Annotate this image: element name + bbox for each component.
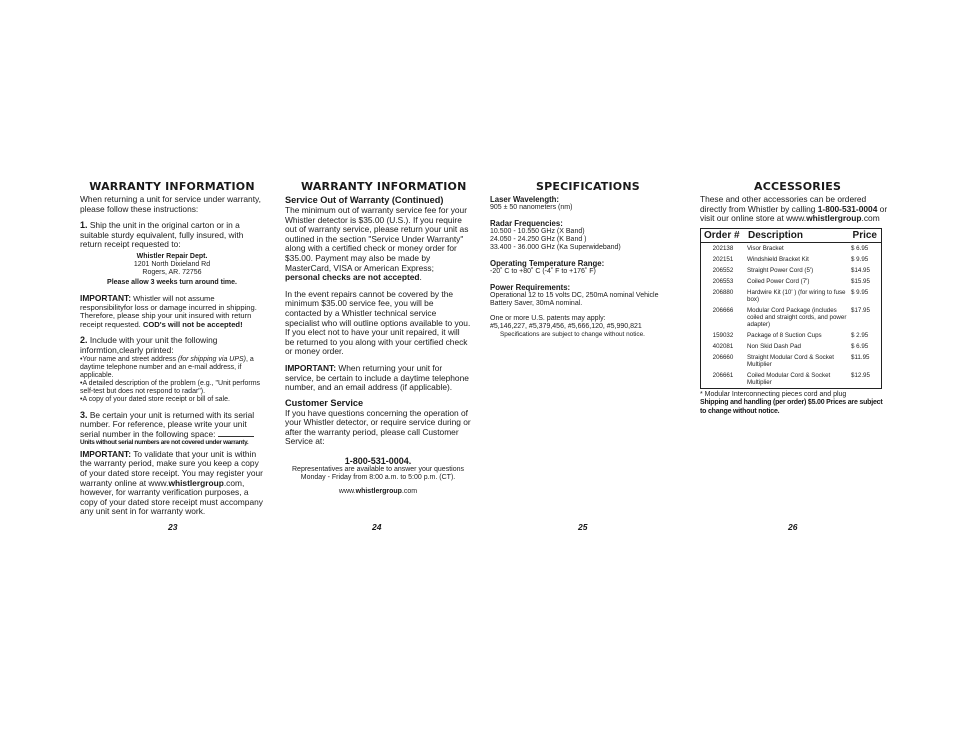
item-price: $12.95: [851, 371, 870, 379]
step-1: [80, 221, 264, 250]
web-prefix: www.: [338, 488, 356, 496]
intro-text: When returning a unit for service under warranty, please follow these instructions:: [80, 194, 261, 214]
customer-service-title: Customer Service: [285, 397, 364, 408]
item-price: $ 6.95: [851, 244, 869, 252]
order-code: 202151: [712, 255, 734, 263]
important-text: When returning your unit for service, be certain to include a daytime telephone number, and an email address (if applicable).: [285, 362, 469, 393]
checks-not-accepted: personal checks are not accepted: [285, 272, 420, 283]
radar-title: Radar Frequencies:: [490, 219, 563, 228]
table-row: [701, 352, 882, 370]
out-of-warranty-fee: [285, 206, 471, 283]
step-text: Be certain your unit is returned with its serial number. For reference, please write your unit serial number in the following space:: [80, 409, 255, 439]
item-description: Coiled Power Cord (7'): [747, 277, 810, 285]
radar-x-band: 10.500 - 10.550 GHz (X Band): [490, 228, 585, 235]
item-price: $17.95: [851, 306, 870, 314]
repair-dept-name: Whistler Repair Dept.: [136, 252, 208, 260]
important-validation: [80, 450, 264, 517]
important-text: .com, however, for warranty verification purposes, a copy of your dated store receipt must accompany any unit sent in for warranty work.: [80, 477, 263, 517]
serial-warning: Units without serial numbers are not covered under warranty.: [80, 439, 249, 447]
web-suffix: .com: [861, 213, 880, 224]
repair-street: 1201 North Dixieland Rd: [133, 260, 211, 268]
important-label: IMPORTANT:: [285, 362, 337, 373]
repair-contact-text: In the event repairs cannot be covered by the minimum $35.00 service fee, you will be contacted by a Whistler technical service specialist who will outline options available to you. If you elect not to have your unit repaired, it will be returned to you along with your certified check or money order.: [285, 288, 471, 357]
important-shipping: [80, 294, 264, 329]
table-row: [701, 265, 882, 276]
header-price: Price: [849, 228, 882, 242]
page-title: WARRANTY INFORMATION: [301, 180, 467, 193]
website-name: whistlergroup: [168, 477, 224, 488]
hours-line-1: Representatives are available to answer your questions: [292, 466, 464, 474]
table-row: [701, 370, 882, 389]
customer-service-phone: 1-800-531-0004.: [344, 456, 412, 467]
temp-title: Operating Temperature Range:: [490, 259, 605, 268]
item-description: Package of 8 Suction Cups: [747, 331, 822, 339]
page-title: SPECIFICATIONS: [536, 180, 640, 193]
bullet-receipt: •A copy of your dated store receipt or bill of sale.: [80, 395, 230, 403]
important-label: IMPORTANT:: [80, 292, 132, 303]
step-number: 3.: [80, 409, 88, 420]
patents-value: #5,146,227, #5,379,456, #5,666,120, #5,990,821: [490, 323, 642, 330]
order-code: 206666: [712, 306, 734, 314]
table-row: [701, 330, 882, 341]
cod-warning: COD's will not be accepted!: [142, 319, 243, 329]
step-text: Ship the unit in the original carton or in a suitable sturdy equivalent, fully insured, with return receipt requested to:: [80, 220, 244, 250]
power-value: Operational 12 to 15 volts DC, 250mA nominal Vehicle Battery Saver, 30mA nominal.: [490, 292, 659, 307]
accessories-intro: [700, 195, 888, 224]
customer-service-text: If you have questions concerning the operation of your Whistler detector, or require service during or after the warranty period, please call Customer Service at:: [285, 407, 471, 447]
bullet-text: , a daytime telephone number and an e-mail address, if applicable.: [80, 355, 254, 379]
item-price: $11.95: [851, 353, 870, 361]
temp-value: -20˚ C to +80˚ C (-4˚ F to +176˚ F): [490, 268, 596, 275]
table-row: [701, 276, 882, 287]
table-row: [701, 254, 882, 265]
table-header-row: [701, 228, 882, 242]
body-text: .: [419, 272, 422, 283]
body-text: The minimum out of warranty service fee for your Whistler detector is $35.00 (U.S.). If you require out of warranty service, please return your unit as outlined in the section "Service Under Warranty" along with a certified check or money order for $35.00. Payment may also be made by MasterCard, VISA or American Express;: [285, 205, 469, 273]
table-row: [701, 305, 882, 330]
page-title: ACCESSORIES: [754, 180, 842, 193]
item-price: $ 2.95: [851, 331, 869, 339]
order-code: 202138: [712, 244, 734, 252]
page-23: [80, 180, 264, 517]
page-25: [490, 180, 680, 338]
header-description: Description: [745, 228, 849, 242]
radar-k-band: 24.050 - 24.250 GHz (K Band ): [490, 236, 587, 243]
order-phone: 1-800-531-0004: [817, 203, 878, 214]
page-26: [700, 180, 888, 416]
item-price: $ 6.95: [851, 342, 869, 350]
website: [285, 488, 471, 496]
item-description: Straight Modular Cord & Socket Multiplier: [747, 353, 835, 368]
item-price: $15.95: [851, 277, 870, 285]
page-title: WARRANTY INFORMATION: [89, 180, 255, 193]
item-price: $ 9.95: [851, 288, 869, 296]
web-name: whistlergroup: [355, 488, 402, 496]
page-number: 25: [578, 522, 588, 532]
item-description: Modular Cord Package (includes coiled and straight cords, and power adapter): [747, 306, 847, 328]
item-description: Hardwire Kit (10' ) (for wiring to fuse box): [747, 288, 846, 303]
order-code: 206660: [712, 353, 734, 361]
modular-footnote: * Modular Interconnecting pieces cord and plug: [700, 390, 847, 398]
item-description: Straight Power Cord (5'): [747, 266, 814, 274]
shipping-note: Shipping and handling (per order) $5.00 Prices are subject to change without notice.: [700, 399, 883, 415]
turnaround-note: Please allow 3 weeks turn around time.: [107, 278, 237, 286]
step-number: 2.: [80, 335, 88, 346]
page-number: 26: [788, 522, 798, 532]
serial-number-blank: [218, 436, 254, 437]
item-description: Visor Bracket: [747, 244, 784, 252]
intro-text: or visit our online store at www.: [700, 203, 888, 224]
page-number: 24: [372, 522, 382, 532]
section-subtitle: Service Out of Warranty (Continued): [285, 195, 444, 205]
radar-ka-band: 33.400 - 36.000 GHz (Ka Superwideband): [490, 244, 621, 251]
header-order: Order #: [701, 228, 746, 242]
table-row: [701, 287, 882, 305]
bullet-text: •Your name and street address: [80, 355, 178, 363]
important-label: IMPORTANT:: [80, 448, 132, 459]
step-2: [80, 336, 264, 355]
laser-title: Laser Wavelength:: [490, 195, 560, 204]
spec-note: Specifications are subject to change without notice.: [500, 331, 645, 338]
item-description: Non Skid Dash Pad: [747, 342, 801, 350]
item-description: Coiled Modular Cord & Socket Multiplier: [747, 371, 831, 386]
order-code: 206661: [712, 371, 734, 379]
web-suffix: .com: [401, 488, 418, 496]
order-code: 402081: [712, 342, 734, 350]
item-price: $14.95: [851, 266, 870, 274]
important-phone: [285, 364, 471, 393]
step-3: [80, 411, 264, 440]
table-row: [701, 341, 882, 352]
step-number: 1.: [80, 220, 88, 231]
order-code: 159032: [712, 331, 734, 339]
item-description: Windshield Bracket Kit: [747, 255, 809, 263]
important-text: Whistler will not assume responsibilityfor loss or damage incurred in shipping. Therefore, please ship your unit insured with return receipt requested.: [80, 293, 257, 329]
laser-value: 905 ± 50 nanometers (nm): [490, 204, 573, 211]
table-row: [701, 242, 882, 254]
hours-line-2: Monday - Friday from 8:00 a.m. to 5:00 p.m. (CT).: [300, 474, 456, 482]
page-24: [285, 180, 471, 496]
bullet-name-address: [80, 356, 264, 380]
order-code: 206552: [712, 266, 734, 274]
accessories-table: [700, 228, 882, 389]
step-text: Include with your unit the following informtion,clearly printed:: [80, 335, 218, 355]
repair-city: Rogers, AR. 72756: [142, 268, 202, 276]
order-code: 206880: [712, 288, 734, 296]
important-text: To validate that your unit is within the warranty period, make sure you keep a copy of your dated store receipt. You may register your warranty online at www.: [80, 448, 263, 488]
item-price: $ 9.95: [851, 255, 869, 263]
intro-text: These and other accessories can be ordered directly from Whistler by calling: [700, 194, 867, 214]
bullet-problem-description: •A detailed description of the problem (e.g., "Unit performs self-test but does not respond to radar").: [80, 379, 261, 395]
bullet-italic: (for shipping via UPS): [177, 355, 247, 363]
web-name: whistlergroup: [806, 213, 862, 224]
patents-title: One or more U.S. patents may apply:: [490, 315, 606, 322]
power-title: Power Requirements:: [490, 283, 571, 292]
page-number: 23: [168, 522, 178, 532]
order-code: 206553: [712, 277, 734, 285]
